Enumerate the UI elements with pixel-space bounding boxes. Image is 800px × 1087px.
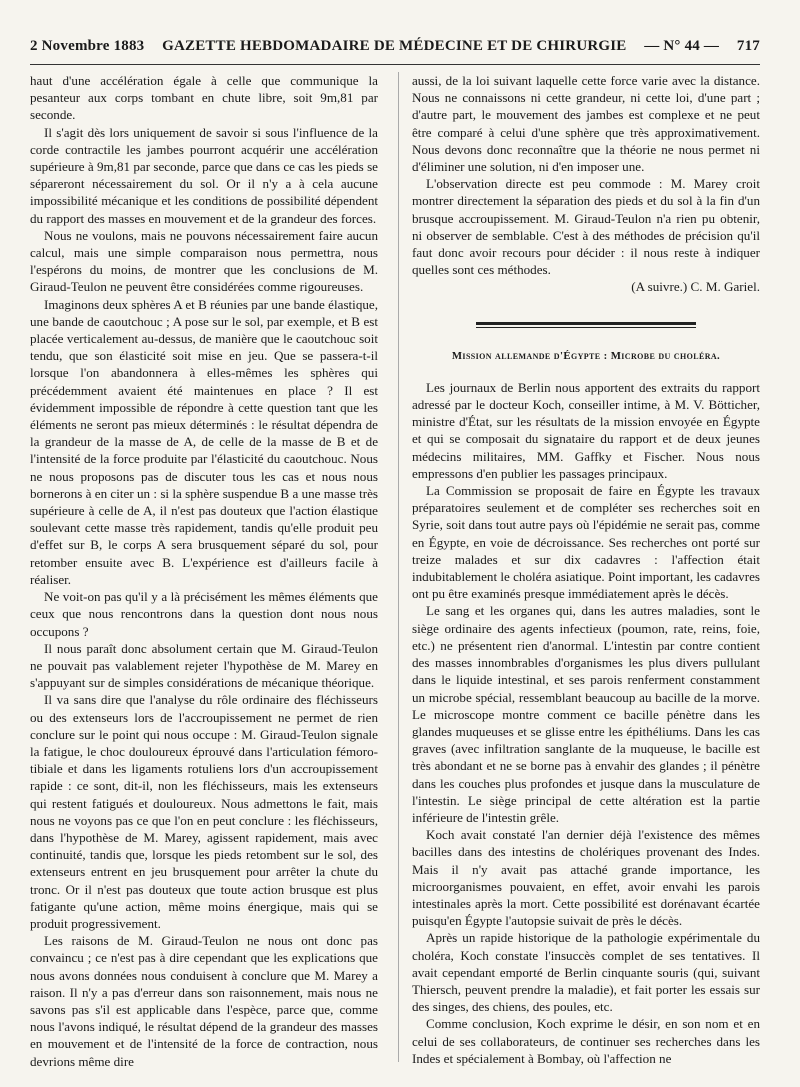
article-signature: (A suivre.) C. M. Gariel.	[631, 279, 760, 295]
section-separator	[476, 322, 696, 328]
page-number: 717	[736, 38, 760, 54]
column-divider	[398, 72, 399, 1062]
issue-date: 2 Novembre 1883	[30, 38, 145, 54]
page-header	[30, 38, 760, 62]
right-column	[412, 72, 760, 1067]
paragraph: aussi, de la loi suivant laquelle cette force varie avec la distance. Nous ne connaissons ni cette grandeur, ni cette loi, d'une part ; d'autre part, le mouvement des jambes est complexe et ne peut être comparé à celui d'une sphère que très approximativement. Nous devons donc reconnaître que la théorie ne nous permet ni d'éliminer une solution, ni d'en imposer une.	[412, 73, 760, 175]
paragraph: Il va sans dire que l'analyse du rôle ordinaire des fléchisseurs ou des extenseurs lors de l'accroupissement ne permet de rien conclure sur le point qui nous occupe : M. Giraud-Teulon signale la fatigue, le choc douloureux éprouvé dans l'articulation fémoro-tibiale et dans les ligaments rotuliens lors d'un accroupissement rapide : ce sont, dit-il, non les fléchisseurs, mais les extenseurs qui restent fatigués et douloureux. Nous admettons le fait, mais nous ne voyons pas ce que l'on en peut conclure : les fléchisseurs, dans l'hypothèse de M. Marey, agissent rapidement, mais avec continuité, tandis que, lorsque les pieds retombent sur le sol, des extenseurs entrent en jeu brusquement pour arrêter la chute du tronc. Or il n'est pas douteux que toute action brusque est plus fatigante qu'une action, même moins énergique, mais qui se produit progressivement.	[30, 692, 378, 931]
issue-number: — N° 44 —	[644, 38, 720, 54]
journal-title: GAZETTE HEBDOMADAIRE DE MÉDECINE ET DE CHIRURGIE	[162, 38, 627, 54]
paragraph: Koch avait constaté l'an dernier déjà l'existence des mêmes bacilles dans des intestins de cholériques provenant des Indes. Mais il n'y avait pas attaché grande importance, les microorganismes pouvaient, en effet, avoir envahi les parois intestinales après la mort. Cette possibilité est dorénavant écartée puisqu'en Égypte l'autopsie suivait de près le décès.	[412, 827, 760, 929]
paragraph: Comme conclusion, Koch exprime le désir, en son nom et en celui de ses collaborateurs, de continuer ses recherches dans les Indes et spécialement à Bombay, où l'affection ne	[412, 1016, 760, 1066]
paragraph: Le sang et les organes qui, dans les autres maladies, sont le siège ordinaire des agents infectieux (poumon, rate, reins, foie, etc.) ne présentent rien d'anormal. L'intestin par contre contient des masses innombrables d'organismes les plus divers pullulant dans le liquide intestinal, et ses parois renferment constamment un microbe spécial, ressemblant beaucoup au bacille de la morve. Le microscope montre comment ce bacille pénètre dans les glandes muqueuses et se glisse entre les épithéliums. Dans les cas graves (avec infiltration sanglante de la muqueuse, le bacille est très abondant et ne se borne pas à envahir des glandes ; il pénètre dans les couches plus profondes et jusque dans la musculature de l'intestin. Le siège principal de cette altération est la partie inférieure de l'intestin grêle.	[412, 603, 760, 825]
left-column	[30, 72, 378, 1070]
paragraph: La Commission se proposait de faire en Égypte les travaux préparatoires seulement et de compléter ses recherches soit en Syrie, soit dans tout autre pays où l'épidémie ne serait pas, comme en Égypte, en voie de décroissance. Ses recherches ont porté sur treize malades et sur dix cadavres : l'affection était indubitablement le choléra asiatique. Point important, les cadavres ont pu être examinés presque immédiatement après le décès.	[412, 483, 760, 602]
section-title: Mission allemande d'Égypte : Microbe du choléra.	[451, 349, 721, 362]
paragraph: Nous ne voulons, mais ne pouvons nécessairement faire aucun calcul, mais une simple comparaison nous permettra, nous l'espérons du moins, de montrer que les conclusions de M. Giraud-Teulon ne peuvent être considérées comme rigoureuses.	[30, 227, 378, 295]
paragraph: L'observation directe est peu commode : M. Marey croit montrer directement la séparation des pieds et du sol à la fin d'un brusque accroupissement. M. Giraud-Teulon n'a rien pu obtenir, ni observer de semblable. C'est à des méthodes de précision qu'il faut donc avoir recours pour décider : il nous reste à indiquer quelles sont ces méthodes.	[412, 176, 760, 278]
paragraph: haut d'une accélération égale à celle que communique la pesanteur aux corps tombant en chute libre, soit 9m,81 par seconde.	[30, 73, 378, 123]
paragraph: Les raisons de M. Giraud-Teulon ne nous ont donc pas convaincu ; ce n'est pas à dire cependant que les explications que nous avons données nous conduisent à conclure que M. Marey a raison. Il n'y a pas d'erreur dans son raisonnement, mais nous ne savons pas s'il est applicable dans l'espèce, parce que, comme nous l'avons indiqué, le résultat dépend de la grandeur des masses en mouvement et de l'intensité de la force de contraction, nous devrions même dire	[30, 933, 378, 1069]
header-rule	[30, 64, 760, 65]
paragraph: Ne voit-on pas qu'il y a là précisément les mêmes éléments que ceux que nous rencontrons dans la question dont nous nous occupons ?	[30, 589, 378, 639]
paragraph: Il nous paraît donc absolument certain que M. Giraud-Teulon ne pouvait pas valablement rejeter l'hypothèse de M. Marey en s'appuyant sur de simples considérations de mécanique théorique.	[30, 640, 378, 691]
paragraph: Il s'agit dès lors uniquement de savoir si sous l'influence de la corde contractile les jambes pourront acquérir une accélération supérieure à 9m,81 par seconde, parce que dans ce cas les pieds se sépareront nécessairement du sol. Or il n'y a à cela aucune impossibilité mécanique et les conditions de possibilité dépendent du rapport des masses en mouvement et de la grandeur des forces.	[30, 124, 378, 226]
paragraph: Imaginons deux sphères A et B réunies par une bande élastique, une bande de caoutchouc ; A pose sur le sol, par exemple, et B est placée verticalement au-dessus, de manière que le caoutchouc soit tendu, que son élasticité soit mise en jeu. Que se passera-t-il lorsque l'on abandonnera à elles-mêmes les sphères qui précédemment avaient été maintenues en place ? Il est évidemment impossible de répondre à cette question tant que les éléments ne seront pas mieux déterminés : le résultat dépendra de la grandeur de la masse de A, de celle de la masse de B et de l'intensité de la force produite par l'élasticité du caoutchouc. Nous ne nous proposons pas de discuter tous les cas et nous nous bornerons à en citer un : si la sphère suspendue B a une masse très supérieure à celle de A, il n'est pas douteux que l'action élastique soulevant cette masse très rapidement, tandis qu'elle produit peu d'effet sur B, le corps A sera brusquement séparé du sol, pour retomber ensuite avec B. L'expérience est d'ailleurs facile à réaliser.	[30, 296, 378, 587]
paragraph: Après un rapide historique de la pathologie expérimentale du choléra, Koch constate l'insuccès complet de ses tentatives. Il avait cependant emporté de Berlin cinquante souris (qui, suivant Thiersch, peuvent prendre la maladie), et fait porter les essais sur des singes, des chiens, des poules, etc.	[412, 930, 760, 1015]
paragraph: Les journaux de Berlin nous apportent des extraits du rapport adressé par le docteur Koch, conseiller intime, à M. V. Bötticher, ministre d'État, sur les résultats de la mission envoyée en Égypte et qui se composait du signataire du rapport et de deux jeunes médecins militaires, MM. Gaffky et Fischer. Nous nous empressons d'en publier les passages principaux.	[412, 379, 760, 481]
